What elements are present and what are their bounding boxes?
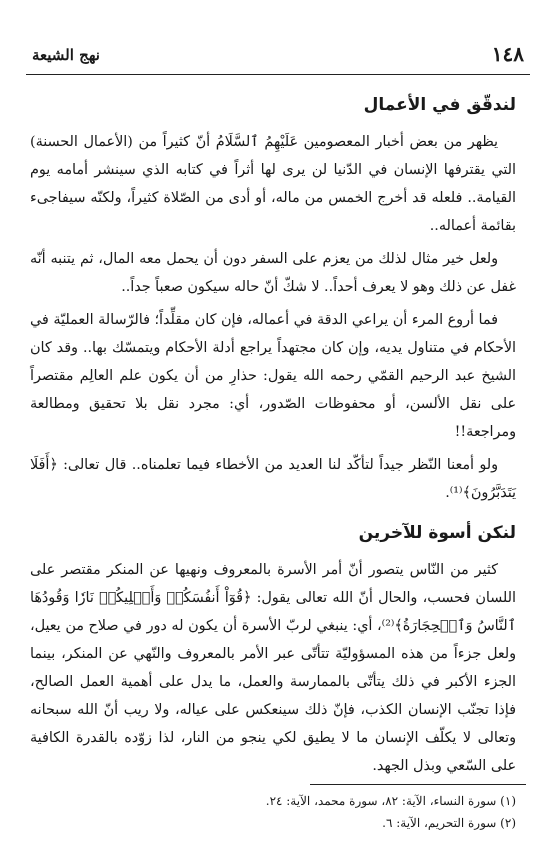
section-examine-deeds: [30, 88, 516, 507]
paragraph: ولعل خير مثال لذلك من يعزم على السفر دون أن يحمل معه المال، ثم يتنبه أنّه غفل عن ذلك وهو لا يعرف أحداً.. لا شكّ أنّ حاله سيكون صعباً جداً..: [30, 251, 516, 295]
paragraph: كثير من النّاس يتصور أنّ أمر الأسرة بالمعروف ونهيها عن المنكر مقتصر على اللسان فحسب، والحال أنّ الله تعالى يقول: ﴿قُوٓاْ أَنفُسَكُمۡ وَأَهۡلِيكُمۡ نَارٗا وَقُودُهَا ٱلنَّاسُ وَٱلۡحِجَارَةُ﴾⁽²⁾، أي: ينبغي لربّ الأسرة أن يكون له دور في صلاح من يعيل، ولعل جزءاً من هذه المسؤوليّة تتأتّى عبر الأمر بالمعروف والنّهي عن المنكر، بينما الجزء الأكبر في ذلك يتأتّى بالممارسة والعمل، ما يدل على أهمية العمل الصالح، فإذا تجنّب الإنسان الكذب، فإنّ ذلك سينعكس على عياله، ولا ريب أنّ الله سبحانه وتعالى لا يكلّف الإنسان ما لا يطيق لكي ينجو من النار، لذا زوّده بالقدرة الكافية على السّعي وبذل الجهد.: [30, 562, 516, 774]
section-role-model: [30, 516, 516, 780]
footnote-divider: [310, 784, 526, 785]
section-heading: لندقّق في الأعمال: [363, 95, 516, 115]
page-header: [26, 40, 530, 75]
running-title: نهج الشيعة: [32, 46, 100, 64]
footnote: (١) سورة النساء، الآية: ٨٢، سورة محمد، الآية: ٢٤.: [265, 794, 516, 808]
section-heading: لنكن أسوة للآخرين: [358, 523, 516, 543]
page-body: [30, 88, 516, 785]
paragraph: يظهر من بعض أخبار المعصومين عَلَيْهِمُ ٱلسَّلَامُ أنّ كثيراً من (الأعمال الحسنة) التي يقترفها الإنسان في الدّنيا لن يرى لها أثراً في كتابه الذي سينشر أمامه يوم القيامة.. فلعله قد أخرج الخمس من ماله، أو أدى من الصّلاة كثيراً، ولكنّه سيفاجىء بقائمة أعماله..: [30, 134, 516, 234]
footnote: (٢) سورة التحريم، الآية: ٦.: [382, 816, 516, 830]
page-number: ١٤٨: [491, 42, 524, 66]
paragraph: فما أروع المرء أن يراعي الدقة في أعماله، فإن كان مقلِّداً؛ فالرّسالة العمليّة في الأحكام في متناول يديه، وإن كان مجتهداً يراجع أدلة الأحكام ويتمسّك بها.. وقد كان الشيخ عبد الرحيم القمّي رحمه الله يقول: حذارِ من أن يكون علم العالِم مقتصراً على نقل الألسن، أو محفوظات الصّدور، أي: مجرد نقل بلا تحقيق ومطالعة ومراجعة!!: [30, 312, 516, 440]
paragraph: ولو أمعنا النّظر جيداً لتأكّد لنا العديد من الأخطاء فيما تعلمناه.. قال تعالى: ﴿أَفَلَا يَتَدَبَّرُونَ﴾⁽¹⁾.: [30, 457, 516, 501]
footnotes: [30, 790, 516, 834]
